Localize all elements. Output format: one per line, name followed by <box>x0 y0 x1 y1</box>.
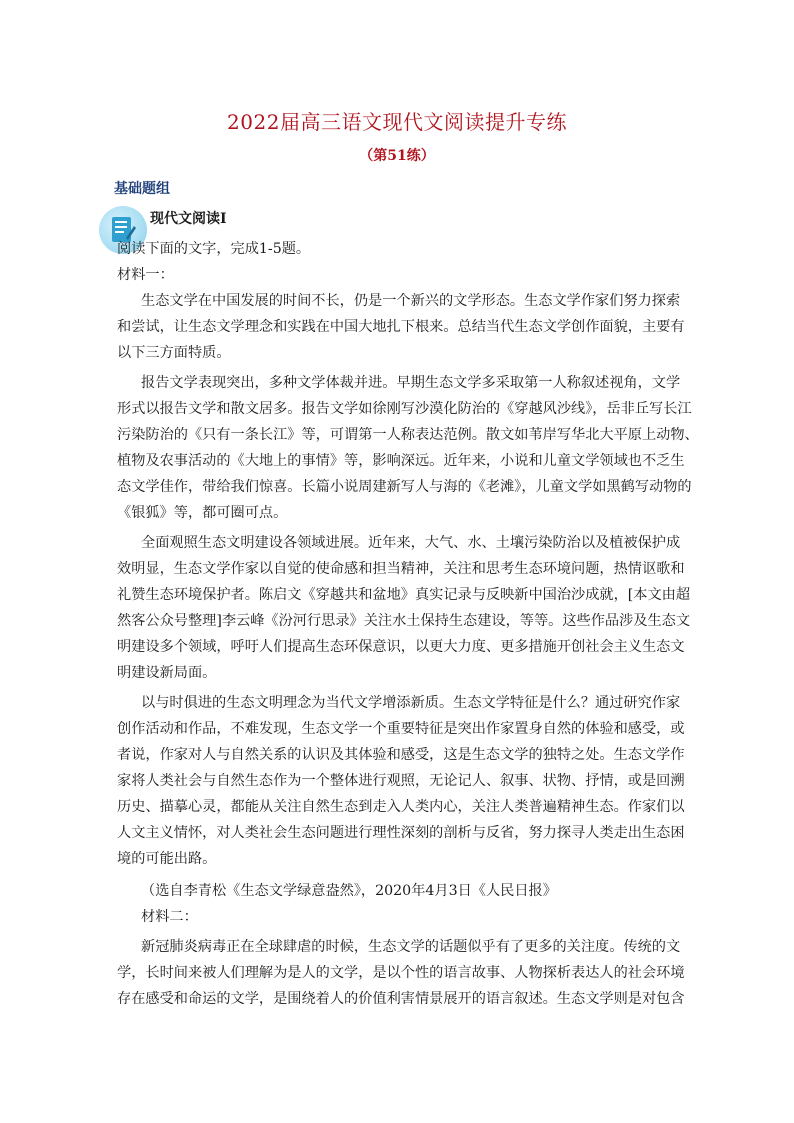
text-line: 礼赞生态环境保护者。陈启文《穿越共和盆地》真实记录与反映新中国治沙成就，[本文由超 <box>117 587 691 603</box>
text-line: 然客公众号整理]李云峰《汾河行思录》关注水土保持生态建设，等等。这些作品涉及生态文 <box>117 613 691 629</box>
text-line: 态文学佳作，带给我们惊喜。长篇小说周建新写人与海的《老滩》，儿童文学如黑鹤写动物的 <box>117 479 692 495</box>
text-line: 形式以报告文学和散文居多。报告文学如徐刚写沙漠化防治的《穿越风沙线》，岳非丘写长江 <box>117 401 692 417</box>
text-line: 者说，作家对人与自然关系的认识及其体验和感受，这是生态文学的独特之处。生态文学作 <box>117 747 685 763</box>
text-line: 家将人类社会与自然生态作为一个整体进行观照，无论记人、叙事、状物、抒情，或是回溯 <box>117 773 685 789</box>
text-line: 植物及农事活动的《大地上的事情》等，影响深远。近年来，小说和儿童文学领域也不乏生 <box>117 453 685 469</box>
text-line: 全面观照生态文明建设各领域进展。近年来，大气、水、土壤污染防治以及植被保护成 <box>141 535 681 551</box>
page-subtitle: （第51练） <box>359 148 435 164</box>
text-line: 存在感受和命运的文学，是围绕着人的价值利害情景展开的语言叙述。生态文学则是对包含 <box>117 991 685 1007</box>
text-line: 生态文学在中国发展的时间不长，仍是一个新兴的文学形态。生态文学作家们努力探索 <box>141 293 681 309</box>
text-line: 污染防治的《只有一条长江》等，可谓第一人称表达范例。散文如苇岸写华北大平原上动物、 <box>117 427 699 443</box>
text-line: 明建设新局面。 <box>117 665 217 681</box>
text-line: 材料二： <box>141 909 198 925</box>
text-line: 材料一： <box>117 267 174 283</box>
text-line: 《银狐》等，都可圈可点。 <box>117 505 288 521</box>
text-line: 阅读下面的文字，完成1-5题。 <box>117 241 311 257</box>
text-line: 和尝试，让生态文学理念和实践在中国大地扎下根来。总结当代生态文学创作面貌，主要有 <box>117 319 685 335</box>
page-title: 2022届高三语文现代文阅读提升专练 <box>227 110 567 134</box>
text-line: 报告文学表现突出，多种文学体裁并进。早期生态文学多采取第一人称叙述视角，文学 <box>141 375 681 391</box>
source-citation: （选自李青松《生态文学绿意盎然》，2020年4月3日《人民日报》 <box>141 883 557 899</box>
text-line: 人文主义情怀，对人类社会生态问题进行理性深刻的剖析与反省，努力探寻人类走出生态困 <box>117 825 685 841</box>
text-line: 以与时俱进的生态文明理念为当代文学增添新质。生态文学特征是什么？通过研究作家 <box>141 695 681 711</box>
text-line: 以下三方面特质。 <box>117 345 231 361</box>
text-line: 历史、描摹心灵，都能从关注自然生态到走入人类内心，关注人类普遍精神生态。作家们以 <box>117 799 685 815</box>
group-heading: 基础题组 <box>114 181 170 197</box>
text-line: 明建设多个领域，呼吁人们提高生态环保意识，以更大力度、更多措施开创社会主义生态文 <box>117 639 685 655</box>
text-line: 学，长时间来被人们理解为是人的文学，是以个性的语言故事、人物探析表达人的社会环境 <box>117 965 685 981</box>
text-line: 创作活动和作品，不难发现，生态文学一个重要特征是突出作家置身自然的体验和感受，或 <box>117 721 685 737</box>
section-heading: 现代文阅读Ⅰ <box>150 211 227 227</box>
text-line: 效明显，生态文学作家以自觉的使命感和担当精神，关注和思考生态环境问题，热情讴歌和 <box>117 561 685 577</box>
text-line: 新冠肺炎病毒正在全球肆虐的时候，生态文学的话题似乎有了更多的关注度。传统的文 <box>141 939 681 955</box>
text-line: 境的可能出路。 <box>117 851 217 867</box>
